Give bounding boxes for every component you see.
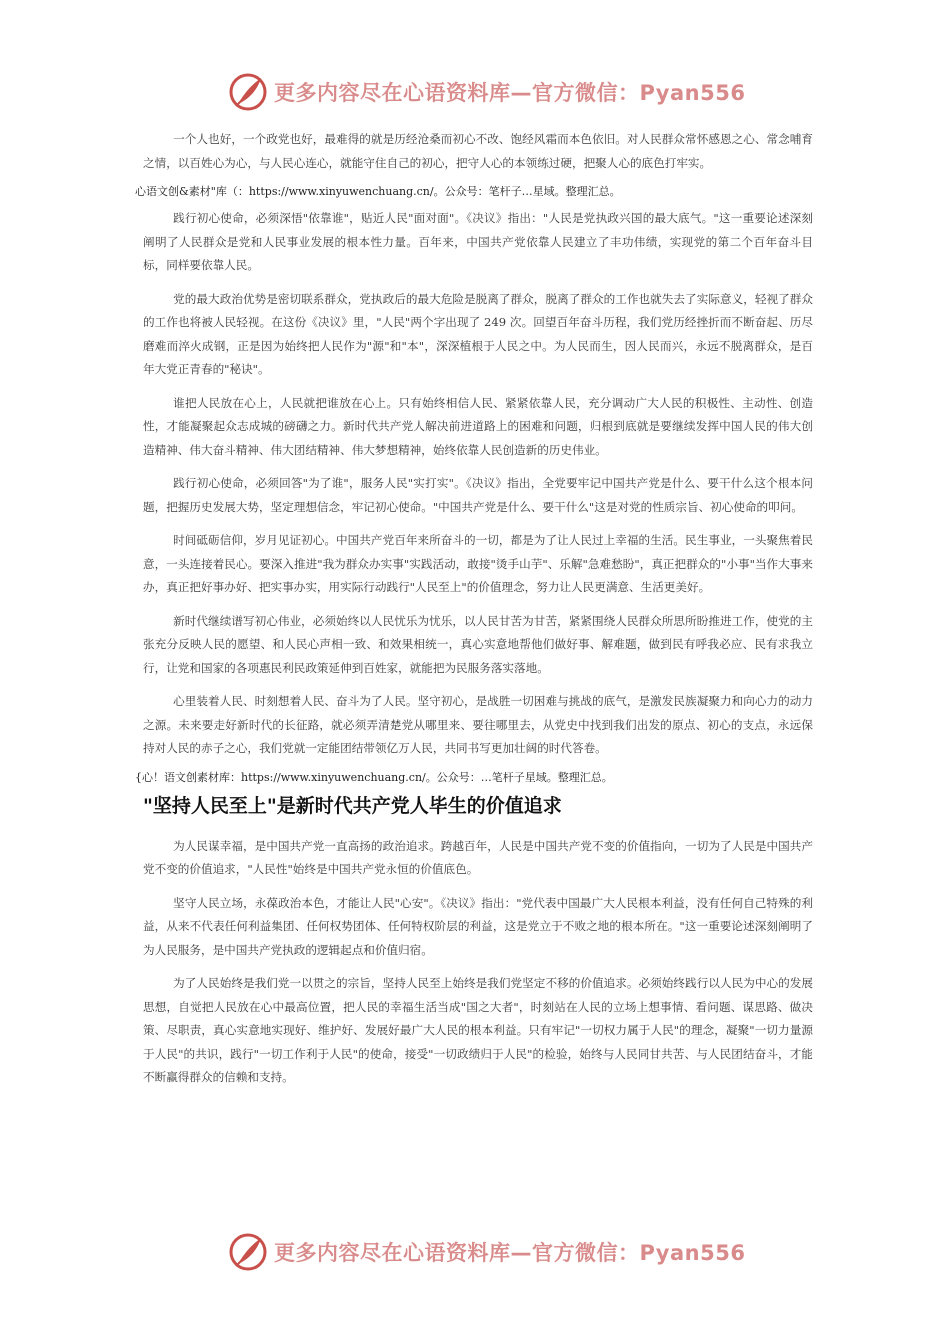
pen-feather-logo-icon	[228, 72, 268, 112]
document-body	[135, 128, 813, 1100]
header-banner-text: 更多内容尽在心语资料库—官方微信：Pyan556	[274, 81, 746, 105]
paragraph: 践行初心使命，必须深悟"依靠谁"，贴近人民"面对面"。《决议》指出："人民是党执政兴国的最大底气。"这一重要论述深刻阐明了人民群众是党和人民事业发展的根本性力量。百年来，中国共产党依靠人民建立了丰功伟绩，实现党的第二个百年奋斗目标，同样要依靠人民。	[143, 211, 813, 272]
paragraph: 新时代继续谱写初心伟业，必须始终以人民忧乐为忧乐，以人民甘苦为甘苦，紧紧围绕人民群众所思所盼推进工作，使党的主张充分反映人民的愿望、和人民心声相一致、和效果相统一，真心实意地帮他们做好事、解难题，做到民有呼我必应、民有求我立行，让党和国家的各项惠民利民政策延伸到百姓家，就能把为民服务落实落地。	[143, 613, 813, 675]
header-banner	[228, 70, 745, 114]
paragraph: 践行初心使命，必须回答"为了谁"，服务人民"实打实"。《决议》指出，全党要牢记中国共产党是什么、要干什么这个根本问题，把握历史发展大势，坚定理想信念，牢记初心使命。"中国共产党是什么、要干什么"这是对党的性质宗旨、初心使命的叩问。	[143, 476, 813, 514]
paragraph: 坚守人民立场，永葆政治本色，才能让人民"心安"。《决议》指出："党代表中国最广大人民根本利益，没有任何自己特殊的利益，从来不代表任何利益集团、任何权势团体、任何特权阶层的利益，这是党立于不败之地的根本所在。"这一重要论述深刻阐明了为人民服务，是中国共产党执政的逻辑起点和价值归宿。	[143, 895, 813, 957]
paragraph: 时间砥砺信仰，岁月见证初心。中国共产党百年来所奋斗的一切，都是为了让人民过上幸福的生活。民生事业，一头聚焦着民意，一头连接着民心。要深入推进"我为群众办实事"实践活动，敢接"烫手山芋"、乐解"急难愁盼"，真正把群众的"小事"当作大事来办，真正把好事办好、把实事办实，用实际行动践行"人民至上"的价值理念，努力让人民更满意、生活更美好。	[143, 533, 813, 594]
paragraph: 心里装着人民、时刻想着人民、奋斗为了人民。坚守初心，是战胜一切困难与挑战的底气，是激发民族凝聚力和向心力的动力之源。未来要走好新时代的长征路，就必须弄清楚党从哪里来、要往哪里去，从党史中找到我们出发的原点、初心的支点，永远保持对人民的赤子之心，我们党就一定能团结带领亿万人民，共同书写更加壮阔的时代答卷。	[143, 694, 813, 755]
paragraph: 为了人民始终是我们党一以贯之的宗旨，坚持人民至上始终是我们党坚定不移的价值追求。必须始终践行以人民为中心的发展思想，自觉把人民放在心中最高位置，把人民的幸福生活当成"国之大者"，时刻站在人民的立场上想事情、看问题、谋思路、做决策、尽职责，真心实意地实现好、维护好、发展好最广大人民的根本利益。只有牢记"一切权力属于人民"的理念，凝聚"一切力量源于人民"的共识，践行"一切工作利于人民"的使命，接受"一切政绩归于人民"的检验，始终与人民同甘共苦、与人民团结奋斗，才能不断赢得群众的信赖和支持。	[143, 976, 813, 1084]
footer-banner-text: 更多内容尽在心语资料库—官方微信：Pyan556	[274, 1241, 746, 1265]
section-title: "坚持人民至上"是新时代共产党人毕生的价值追求	[143, 794, 562, 817]
source-note: 心语文创&素材"库（：https://www.xinyuwenchuang.cn/。公众号：笔杆子…星域。整理汇总。	[135, 185, 621, 198]
paragraph: 党的最大政治优势是密切联系群众，党执政后的最大危险是脱离了群众，脱离了群众的工作也就失去了实际意义，轻视了群众的工作也将被人民轻视。在这份《决议》里，"人民"两个字出现了 249 次。回望百年奋斗历程，我们党历经挫折而不断奋起、历尽磨难而淬火成钢，正是因为始终把人民作为"源"和"本"，深深植根于人民之中。为人民而生，因人民而兴，永远不脱离群众，是百年大党正青春的"秘诀"。	[143, 291, 813, 376]
paragraph: 为人民谋幸福，是中国共产党一直高扬的政治追求。跨越百年，人民是中国共产党不变的价值指向，一切为了人民是中国共产党不变的价值追求，"人民性"始终是中国共产党永恒的价值底色。	[143, 838, 813, 876]
source-note: {心！语文创素材库：https://www.xinyuwenchuang.cn/。公众号：…笔杆子星域。整理汇总。	[135, 770, 613, 784]
pen-feather-logo-icon	[228, 1232, 268, 1272]
paragraph: 一个人也好，一个政党也好，最难得的就是历经沧桑而初心不改、饱经风霜而本色依旧。对人民群众常怀感恩之心、常念哺育之情，以百姓心为心，与人民心连心，就能守住自己的初心，把守人心的本领练过硬，把聚人心的底色打牢实。	[143, 132, 813, 170]
footer-banner	[228, 1230, 745, 1274]
paragraph: 谁把人民放在心上，人民就把谁放在心上。只有始终相信人民、紧紧依靠人民，充分调动广大人民的积极性、主动性、创造性，才能凝聚起众志成城的磅礴之力。新时代共产党人解决前进道路上的困难和问题，归根到底就是要继续发挥中国人民的伟大创造精神、伟大奋斗精神、伟大团结精神、伟大梦想精神，始终依靠人民创造新的历史伟业。	[143, 395, 813, 457]
